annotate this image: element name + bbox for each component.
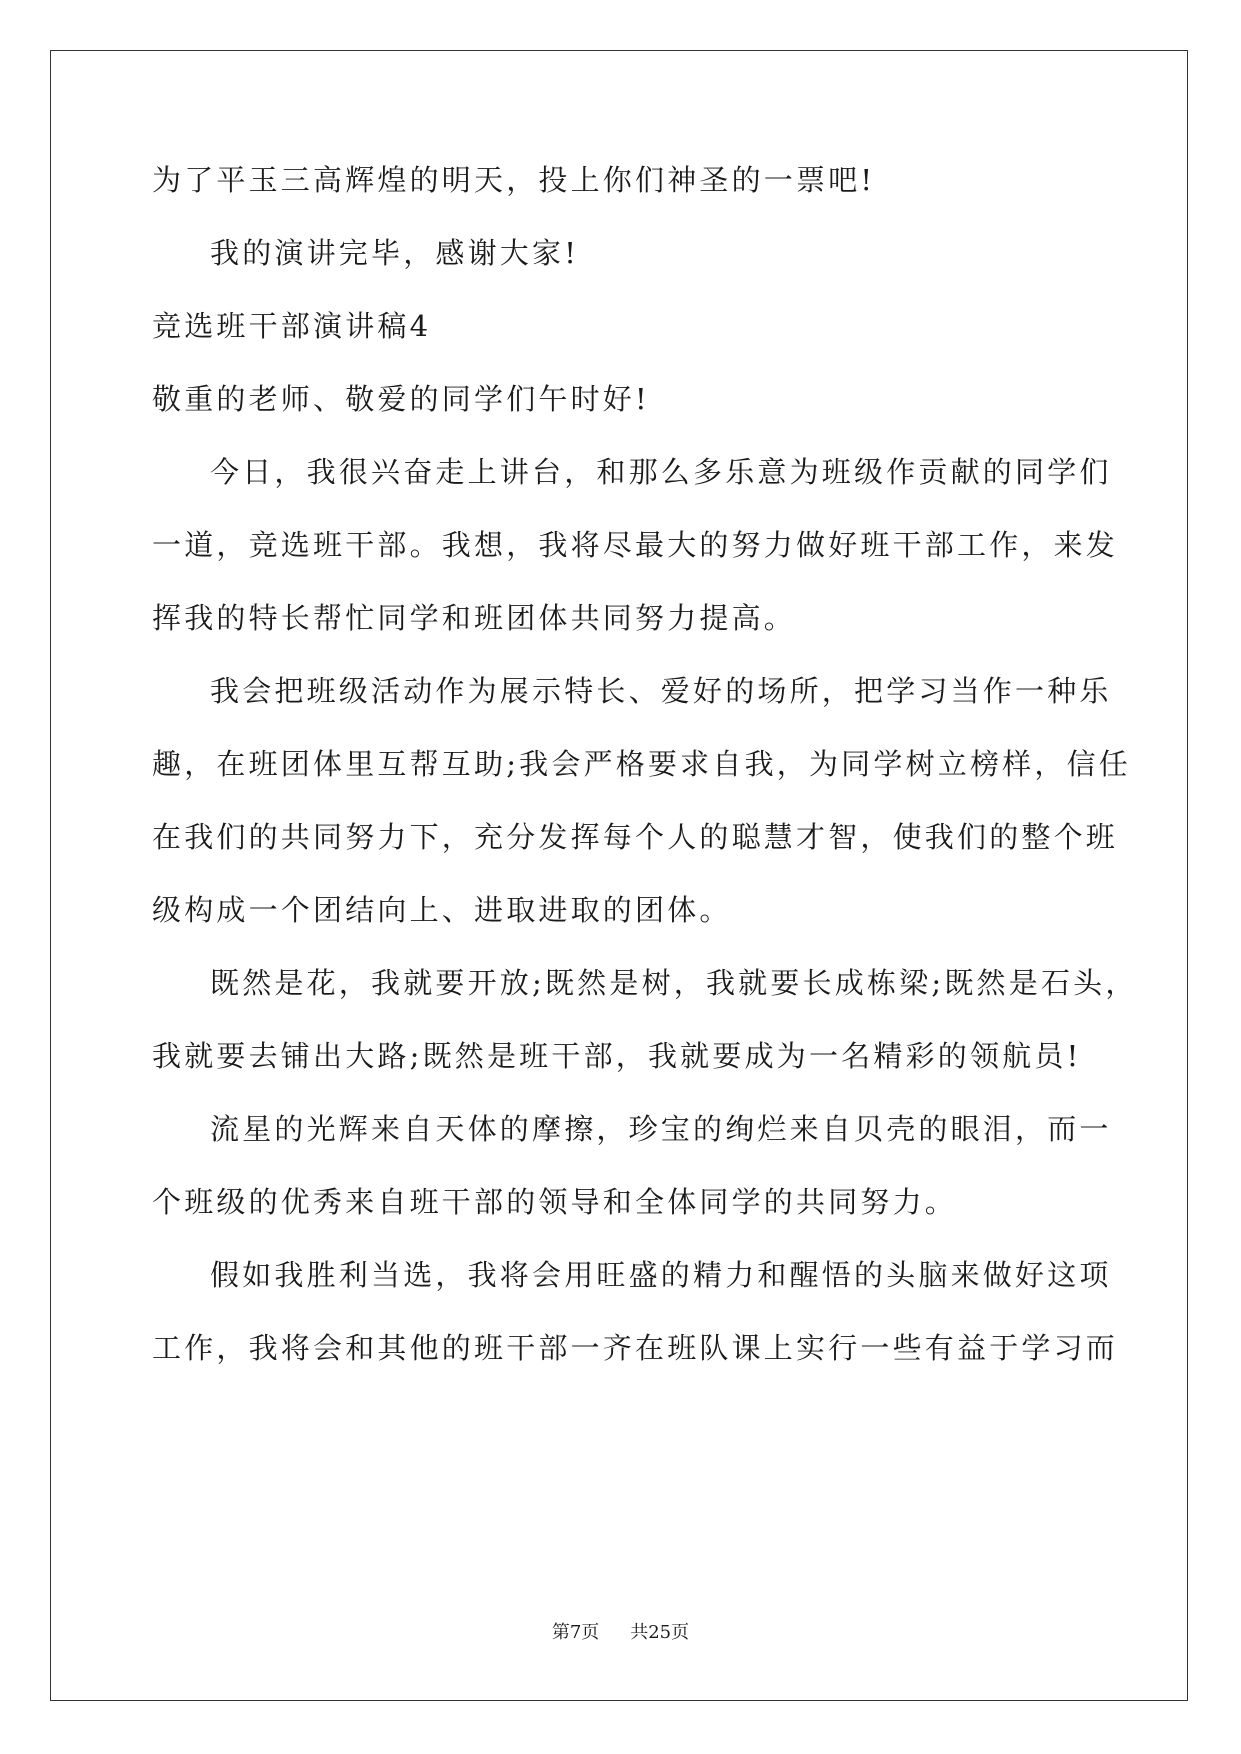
text-line: 为了平玉三高辉煌的明天，投上你们神圣的一票吧! — [152, 163, 876, 197]
page-number: 第7页 — [551, 1622, 600, 1643]
salutation: 敬重的老师、敬爱的同学们午时好! — [152, 382, 650, 416]
text-line: 趣，在班团体里互帮互助;我会严格要求自我，为同学树立榜样，信任 — [152, 747, 1131, 781]
page-frame — [50, 50, 1188, 1701]
text-line: 工作，我将会和其他的班干部一齐在班队课上实行一些有益于学习而 — [152, 1331, 1119, 1365]
text-line: 一道，竞选班干部。我想，我将尽最大的努力做好班干部工作，来发 — [152, 528, 1119, 562]
section-title: 竞选班干部演讲稿4 — [152, 309, 432, 343]
text-line: 个班级的优秀来自班干部的领导和全体同学的共同努力。 — [152, 1185, 958, 1219]
text-line: 今日，我很兴奋走上讲台，和那么多乐意为班级作贡献的同学们 — [210, 455, 1112, 489]
text-line: 级构成一个团结向上、进取进取的团体。 — [152, 893, 732, 927]
text-line: 既然是花，我就要开放;既然是树，我就要长成栋梁;既然是石头， — [210, 966, 1138, 1000]
text-line: 挥我的特长帮忙同学和班团体共同努力提高。 — [152, 601, 797, 635]
text-line: 流星的光辉来自天体的摩擦，珍宝的绚烂来自贝壳的眼泪，而一 — [210, 1112, 1112, 1146]
text-line: 在我们的共同努力下，充分发挥每个人的聪慧才智，使我们的整个班 — [152, 820, 1119, 854]
page-total: 共25页 — [630, 1622, 690, 1643]
text-line: 我就要去铺出大路;既然是班干部，我就要成为一名精彩的领航员! — [152, 1039, 1082, 1073]
text-line: 我会把班级活动作为展示特长、爱好的场所，把学习当作一种乐 — [210, 674, 1112, 708]
page-footer — [0, 1618, 1241, 1644]
text-line: 假如我胜利当选，我将会用旺盛的精力和醒悟的头脑来做好这项 — [210, 1258, 1112, 1292]
text-line: 我的演讲完毕，感谢大家! — [210, 236, 580, 270]
